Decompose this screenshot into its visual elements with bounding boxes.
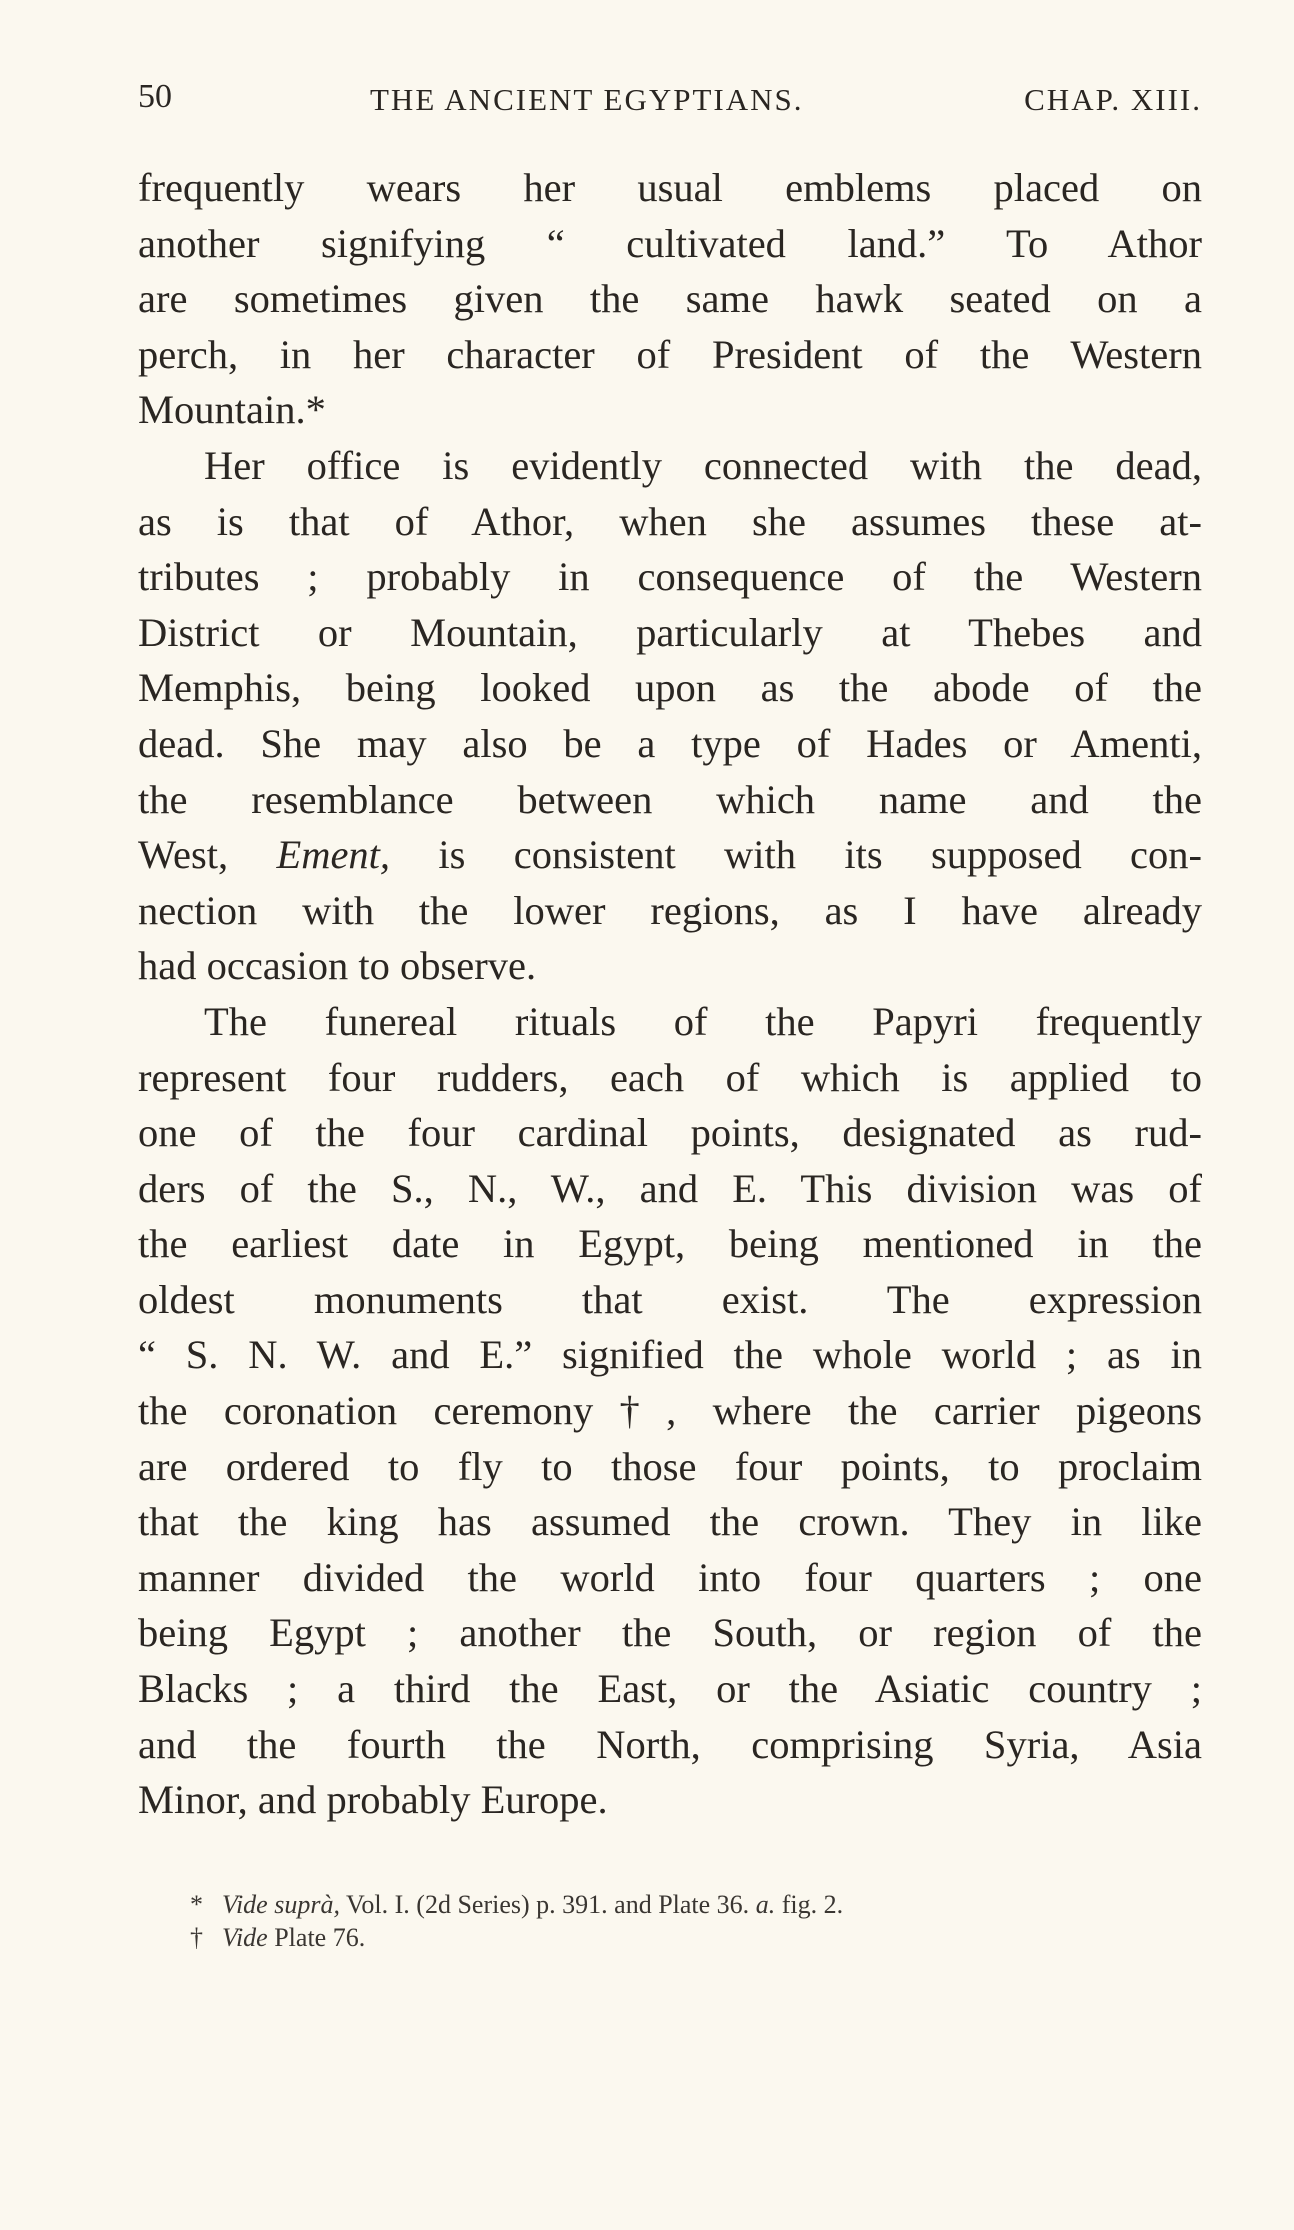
text-line: perch, in her character of President of the Western xyxy=(138,331,1202,377)
text-run: is consistent with its supposed con- xyxy=(438,832,1203,878)
book-title: THE ANCIENT EGYPTIANS. xyxy=(370,82,804,117)
body-text xyxy=(138,160,1202,1828)
text-line: are sometimes given the same hawk seated on a xyxy=(138,276,1202,322)
footnote-italic: a. xyxy=(755,1890,776,1919)
text-line: the coronation ceremony†, where the carrier pigeons xyxy=(138,1388,1202,1434)
text-line xyxy=(138,827,1202,883)
text-line: Blacks ; a third the East, or the Asiatic country ; xyxy=(138,1666,1202,1712)
text-line: oldest monuments that exist. The expression xyxy=(138,1276,1202,1322)
text-line: frequently wears her usual emblems placed on xyxy=(138,165,1202,210)
italic-word-ement: Ement, xyxy=(276,832,391,878)
footnotes xyxy=(190,1888,1190,1954)
footnote-text: Vol. I. (2d Series) p. 391. and Plate 36. xyxy=(345,1890,750,1919)
text-line: and the fourth the North, comprising Syria, Asia xyxy=(138,1721,1202,1767)
paragraph-start-line: The funereal rituals of the Papyri frequently xyxy=(204,998,1202,1044)
text-line: another signifying “ cultivated land.” To Athor xyxy=(138,220,1202,266)
footnote-mark: * xyxy=(190,1890,203,1919)
footnote-text: Plate 76. xyxy=(274,1923,366,1952)
paragraph-start-line: Her office is evidently connected with the dead, xyxy=(204,442,1202,488)
running-head xyxy=(138,78,1202,128)
text-line: District or Mountain, particularly at Thebes and xyxy=(138,609,1202,655)
text-line: are ordered to fly to those four points, to proclaim xyxy=(138,1443,1202,1489)
page-number: 50 xyxy=(138,78,172,115)
footnote xyxy=(190,1888,1190,1921)
text-line: Minor, and probably Europe. xyxy=(138,1777,608,1823)
text-line: nection with the lower regions, as I have already xyxy=(138,887,1202,933)
text-line: being Egypt ; another the South, or region of the xyxy=(138,1610,1202,1656)
footnote-text: fig. 2. xyxy=(781,1890,844,1919)
footnote-italic: Vide suprà, xyxy=(222,1890,340,1919)
text-line: one of the four cardinal points, designated as rud- xyxy=(138,1110,1202,1156)
footnote-mark: † xyxy=(190,1923,203,1952)
text-line: Memphis, being looked upon as the abode of the xyxy=(138,665,1202,711)
text-line: that the king has assumed the crown. They in like xyxy=(138,1499,1202,1545)
text-line: “ S. N. W. and E.” signified the whole world ; as in xyxy=(138,1332,1202,1378)
text-line: represent four rudders, each of which is applied to xyxy=(138,1054,1202,1100)
text-line: dead. She may also be a type of Hades or Amenti, xyxy=(138,720,1202,766)
text-line: had occasion to observe. xyxy=(138,943,537,989)
footnote xyxy=(190,1921,1190,1954)
text-run: West, xyxy=(138,832,229,878)
text-line: the resemblance between which name and the xyxy=(138,776,1202,822)
chapter-label: CHAP. XIII. xyxy=(1024,82,1202,117)
text-line: tributes ; probably in consequence of the Western xyxy=(138,554,1202,600)
text-line: the earliest date in Egypt, being mentioned in the xyxy=(138,1221,1202,1267)
footnote-italic: Vide xyxy=(222,1923,268,1952)
text-line: ders of the S., N., W., and E. This division was of xyxy=(138,1165,1202,1211)
text-line: manner divided the world into four quarters ; one xyxy=(138,1554,1202,1600)
text-line: Mountain.* xyxy=(138,387,326,433)
text-line: as is that of Athor, when she assumes these at- xyxy=(138,498,1202,544)
